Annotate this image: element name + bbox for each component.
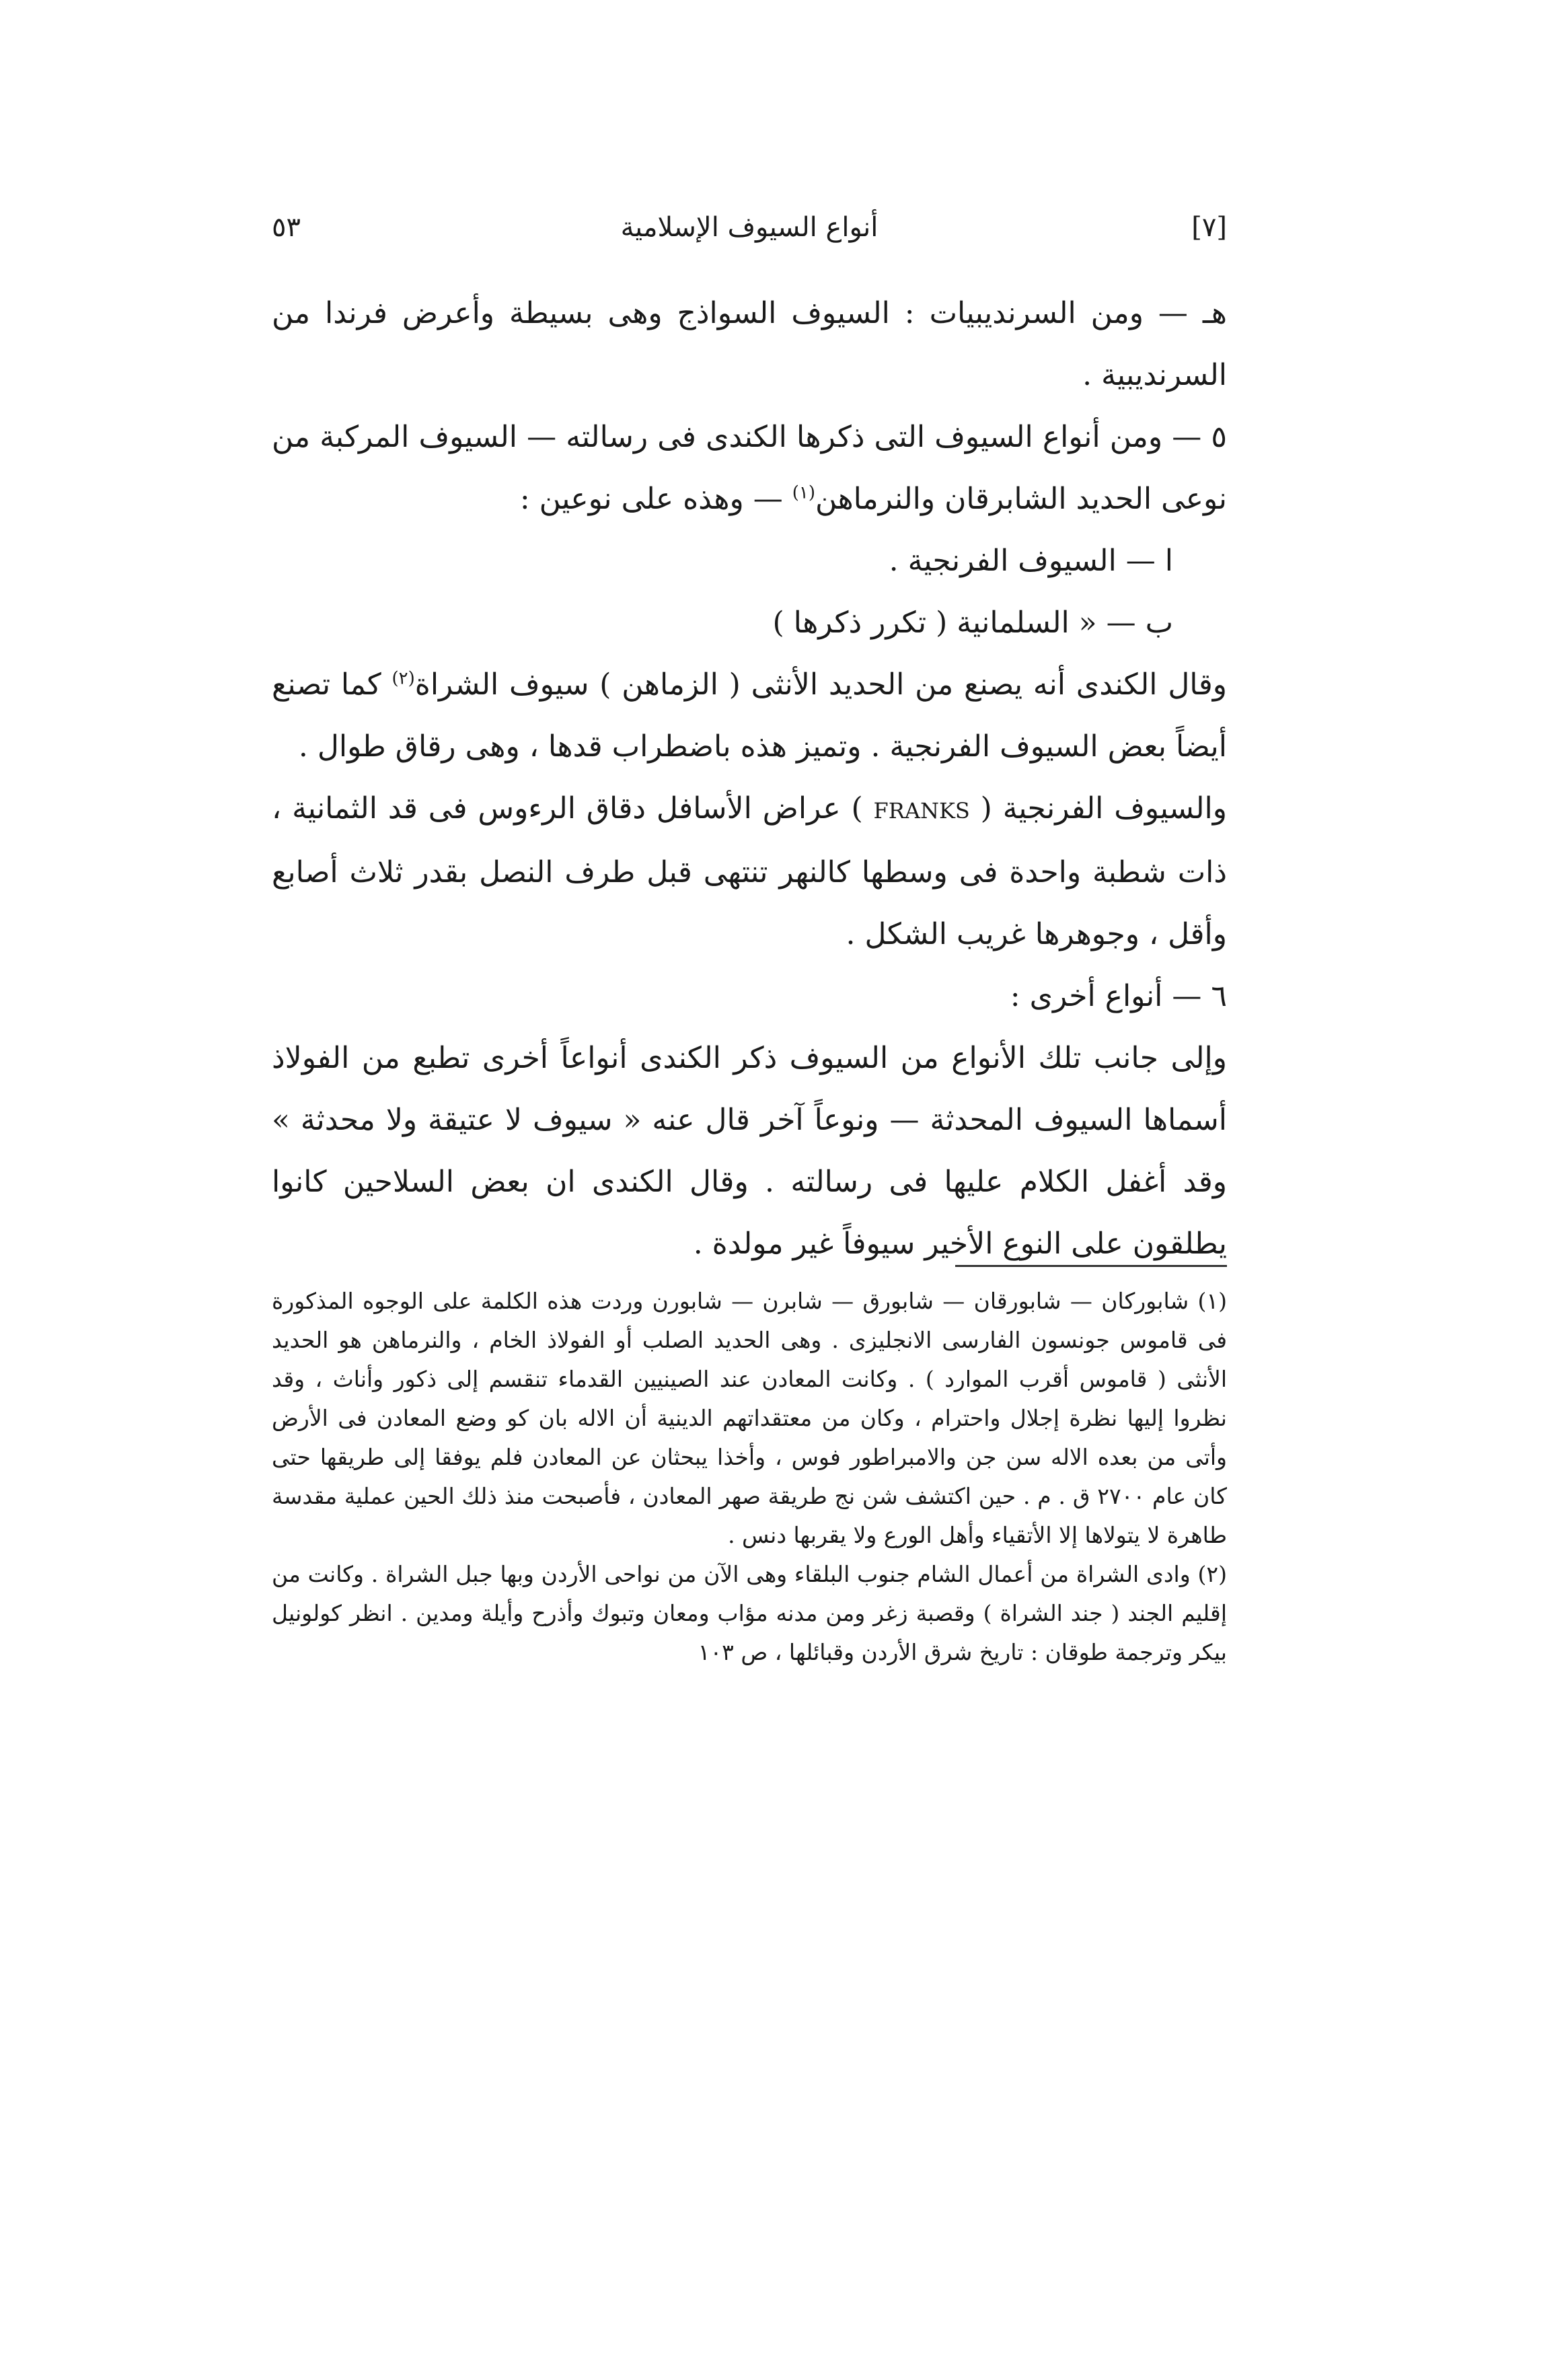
page-number: ٥٣	[272, 212, 301, 243]
text-segment: وقال الكندى أنه يصنع من الحديد الأنثى ( الزماهن ) سيوف الشراة	[414, 667, 1227, 702]
paragraph-sarandibiyat: هـ — ومن السرنديبيات : السيوف السواذج وهى بسيطة وأعرض فرندا من السرنديبية .	[272, 296, 1227, 392]
footnote-ref-2: (٢)	[391, 668, 415, 689]
page-header	[272, 212, 1227, 259]
footnote-2: (٢) وادى الشراة من أعمال الشام جنوب البلقاء وهى الآن من نواحى الأردن وبها جبل الشراة . وكانت من إقليم الجند ( جند الشراة ) وقصبة زغر ومن مدنه مؤاب ومعان وتبوك وأذرح وأيلة ومدين . انظر كولونيل بيكر وترجمة طوقان : تاريخ شرق الأردن وقبائلها ، ص ١٠٣	[272, 1561, 1227, 1665]
text-segment: والسيوف الفرنجية (	[969, 791, 1227, 826]
paragraph-composite-swords	[272, 406, 1227, 530]
chapter-marker: [٧]	[1191, 212, 1227, 243]
running-title: أنواع السيوف الإسلامية	[620, 212, 879, 243]
footnote-ref-1: (١)	[792, 482, 815, 503]
paragraph-female-iron	[272, 654, 1227, 778]
section-heading-other-types: ٦ — أنواع أخرى :	[1010, 979, 1227, 1013]
paragraph-other-types: وإلى جانب تلك الأنواع من السيوف ذكر الكندى أنواعاً أخرى تطبع من الفولاذ أسماها السيوف المحدثة — ونوعاً آخر قال عنه « سيوف لا عتيقة ولا محدثة » وقد أغفل الكلام عليها فى رسالته . وقال الكندى ان بعض السلاحين كانوا يطلقون على النوع الأخير سيوفاً غير مولدة .	[272, 1041, 1227, 1261]
text-segment: كما تصنع أيضاً بعض السيوف الفرنجية . وتميز هذه باضطراب قدها ، وهى رقاق طوال .	[272, 667, 1227, 764]
paragraph-frankish-description	[272, 778, 1227, 966]
list-item-frankish: ا — السيوف الفرنجية .	[889, 544, 1173, 578]
list-item-salmaniya: ب — « السلمانية ( تكرر ذكرها )	[772, 606, 1173, 640]
main-text	[272, 283, 1227, 1275]
footnotes	[272, 1282, 1227, 1672]
text-segment: — وهذه على نوعين :	[519, 482, 792, 516]
footnote-1: (١) شابوركان — شابورقان — شابورق — شابرن — شابورن وردت هذه الكلمة على الوجوه المذكورة فى قاموس جونسون الفارسى الانجليزى . وهى الحديد الصلب أو الفولاذ الخام ، والنرماهن هو الحديد الأنثى ( قاموس أقرب الموارد ) . وكانت المعادن عند الصينيين القدماء تنقسم إلى ذكور وأناث ، وقد نظروا إليها نظرة إجلال واحترام ، وكان من معتقداتهم الدينية أن الاله بان كو وضع المعادن فى الأرض وأتى من بعده الاله سن جن والامبراطور فوس ، وأخذا يبحثان عن المعادن فلم يوفقا إلى طريقها حتى كان عام ٢٧٠٠ ق . م . حين اكتشف شن نج طريقة صهر المعادن ، فأصبحت منذ ذلك الحين عملية مقدسة طاهرة لا يتولاها إلا الأتقياء وأهل الورع ولا يقربها دنس .	[272, 1288, 1228, 1548]
text-segment: ٥ — ومن أنواع السيوف التى ذكرها الكندى فى رسالته — السيوف المركبة من نوعى الحديد الشابرقان والنرماهن	[272, 420, 1227, 516]
footnote-divider	[955, 1265, 1227, 1267]
latin-term: FRANKS	[873, 798, 970, 824]
text-segment: ) عراض الأسافل دقاق الرءوس فى قد الثمانية ، ذات شطبة واحدة فى وسطها كالنهر تنتهى قبل طرف النصل بقدر ثلاث أصابع وأقل ، وجوهرها غريب الشكل .	[272, 791, 1227, 951]
